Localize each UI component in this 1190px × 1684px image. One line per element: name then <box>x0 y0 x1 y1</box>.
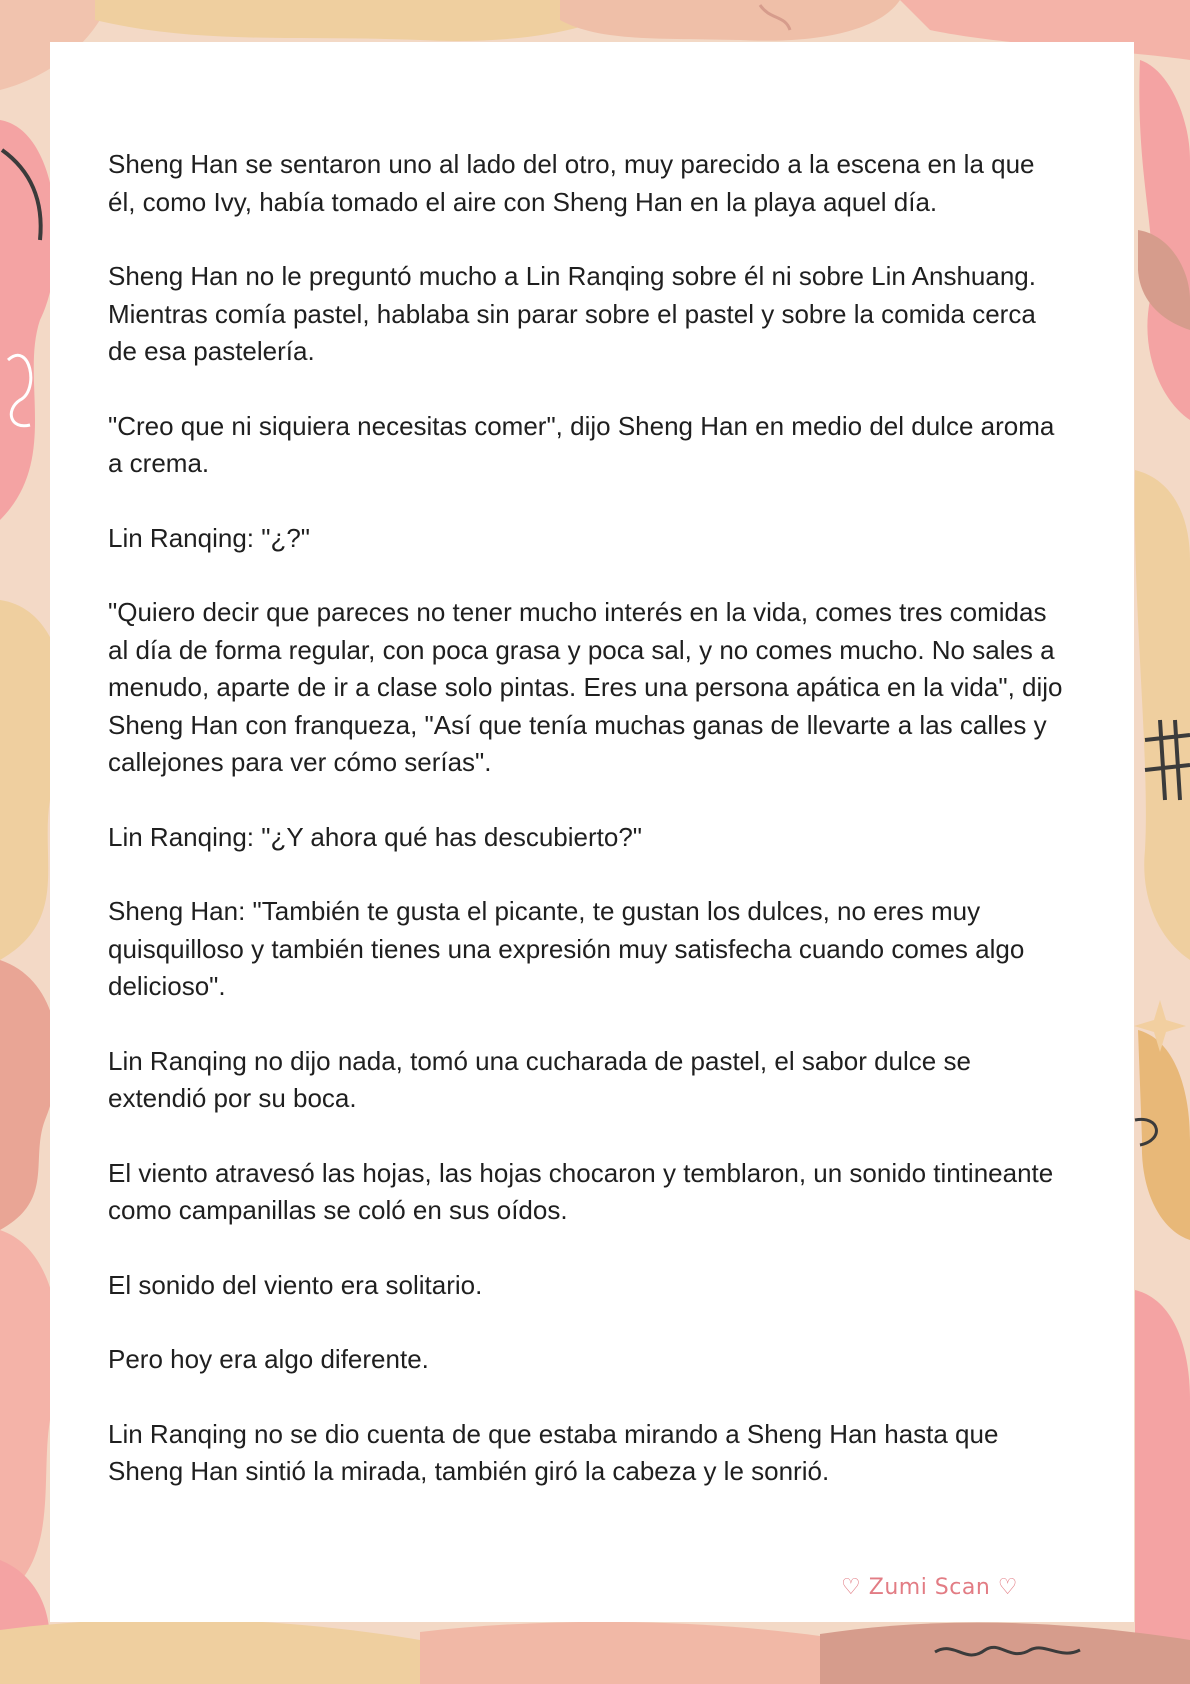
paragraph: "Creo que ni siquiera necesitas comer", dijo Sheng Han en medio del dulce aroma a crema. <box>108 410 1055 478</box>
paragraph: Lin Ranqing no dijo nada, tomó una cucharada de pastel, el sabor dulce se extendió por su boca. <box>108 1045 971 1113</box>
paragraph: El viento atravesó las hojas, las hojas chocaron y temblaron, un sonido tintineante como campanillas se coló en sus oídos. <box>108 1157 1054 1225</box>
peach-blob <box>560 0 900 41</box>
mauve-blob <box>820 1623 1190 1684</box>
paragraph: "Quiero decir que pareces no tener mucho interés en la vida, comes tres comidas al día de forma regular, con poca grasa y poca sal, y no comes mucho. No sales a menudo, aparte de ir a clase solo pintas. Eres una persona apática en la vida", dijo Sheng Han con franqueza, "Así que tenía muchas ganas de llevarte a las calles y callejones para ver cómo serías". <box>108 597 1063 777</box>
sand-blob <box>0 1619 420 1684</box>
sand-blob <box>95 0 640 41</box>
paragraph: El sonido del viento era solitario. <box>108 1269 483 1300</box>
sand-blob <box>1135 470 1190 960</box>
scan-credit: ♡ Zumi Scan ♡ <box>841 1575 1018 1600</box>
paragraph: Sheng Han no le preguntó mucho a Lin Ranqing sobre él ni sobre Lin Anshuang. Mientras comía pastel, hablaba sin parar sobre el pastel y sobre la comida cerca de esa pastelería. <box>108 261 1036 366</box>
paragraph: Lin Ranqing: "¿?" <box>108 522 311 553</box>
paragraph: Lin Ranqing no se dio cuenta de que estaba mirando a Sheng Han hasta que Sheng Han sintió la mirada, también giró la cabeza y le sonrió. <box>108 1418 999 1486</box>
paragraph: Pero hoy era algo diferente. <box>108 1344 429 1374</box>
paragraph: Sheng Han: "También te gusta el picante, te gustan los dulces, no eres muy quisquilloso y también tienes una expresión muy satisfecha cuando comes algo delicioso". <box>108 896 1025 1001</box>
peach-blob <box>420 1622 820 1684</box>
paragraph: Sheng Han se sentaron uno al lado del otro, muy parecido a la escena en la que él, como Ivy, había tomado el aire con Sheng Han en la playa aquel día. <box>108 149 1035 217</box>
pink-blob <box>1135 1290 1190 1684</box>
paragraph: Lin Ranqing: "¿Y ahora qué has descubierto?" <box>108 821 643 852</box>
chapter-text <box>108 146 1068 1528</box>
page-sheet <box>50 42 1134 1622</box>
gold-blob <box>1138 1030 1190 1240</box>
